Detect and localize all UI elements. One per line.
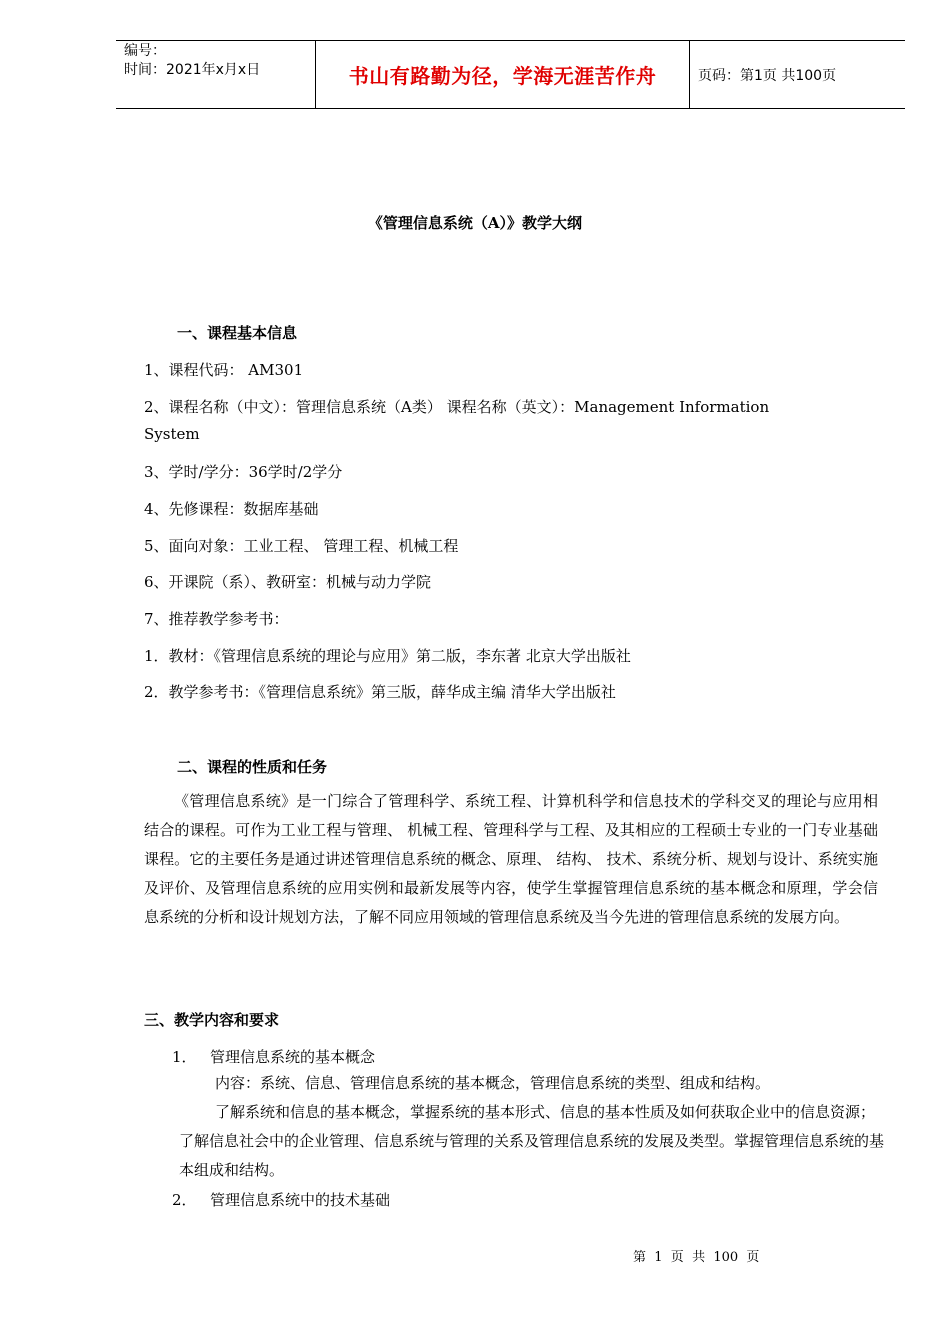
content-item-number: 1． (172, 1048, 197, 1066)
document-title: 《管理信息系统（A）》教学大纲 (367, 214, 583, 232)
reference-books-line: 7、推荐教学参考书： (144, 610, 289, 628)
course-name-line: 2、课程名称（中文）：管理信息系统（A类） 课程名称（英文）：Management Information (144, 398, 770, 416)
header-motto: 书山有路勤为径，学海无涯苦作舟 (315, 41, 690, 108)
section-heading-nature-tasks: 二、课程的性质和任务 (177, 758, 328, 776)
section-heading-basic-info: 一、课程基本信息 (177, 324, 298, 342)
prerequisite-line: 4、先修课程：数据库基础 (144, 500, 319, 518)
reference-book-line: 2．教学参考书：《管理信息系统》第三版，薛华成主编 清华大学出版社 (144, 683, 616, 701)
course-code-line: 1、课程代码： AM301 (144, 361, 304, 379)
content-item-content: 内容：系统、信息、管理信息系统的基本概念，管理信息系统的类型、组成和结构。 (215, 1074, 771, 1092)
textbook-line: 1．教材：《管理信息系统的理论与应用》第二版，李东著 北京大学出版社 (144, 647, 631, 665)
header-page-info: 页码：第1页 共100页 (698, 68, 837, 84)
header-meta (124, 42, 260, 80)
content-item-title: 管理信息系统的基本概念 (210, 1048, 376, 1066)
audience-line: 5、面向对象：工业工程、 管理工程、机械工程 (144, 537, 459, 555)
content-item-requirement: 了解系统和信息的基本概念，掌握系统的基本形式、信息的基本性质及如何获取企业中的信息资源；了解信息社会中的企业管理、信息系统与管理的关系及管理信息系统的发展及类型。掌握管理信息系统的基本组成和结构。 (179, 1103, 885, 1179)
content-item-number: 2． (172, 1191, 197, 1209)
section-heading-content: 三、教学内容和要求 (144, 1011, 280, 1029)
header-time-label: 时间：2021年x月x日 (124, 62, 261, 78)
department-line: 6、开课院（系）、教研室：机械与动力学院 (144, 573, 432, 591)
header-number-label: 编号： (124, 43, 166, 59)
course-name-line-continued: System (144, 425, 200, 443)
page-header (116, 40, 905, 109)
page-footer: 第 1 页 共 100 页 (633, 1250, 760, 1265)
content-item-title: 管理信息系统中的技术基础 (210, 1191, 391, 1209)
nature-tasks-paragraph: 《管理信息系统》是一门综合了管理科学、系统工程、计算机科学和信息技术的学科交叉的理论与应用相结合的课程。可作为工业工程与管理、 机械工程、管理科学与工程、及其相应的工程硕士专业的一门专业基础课程。它的主要任务是通过讲述管理信息系统的概念、原理、 结构、 技术、系统分析、规划与设计、系统实施及评价、及管理信息系统的应用实例和最新发展等内容，使学生掌握管理信息系统的基本概念和原理，学会信息系统的分析和设计规划方法，了解不同应用领域的管理信息系统及当今先进的管理信息系统的发展方向。 (144, 792, 878, 926)
credit-hours-line: 3、学时/学分：36学时/2学分 (144, 463, 343, 481)
